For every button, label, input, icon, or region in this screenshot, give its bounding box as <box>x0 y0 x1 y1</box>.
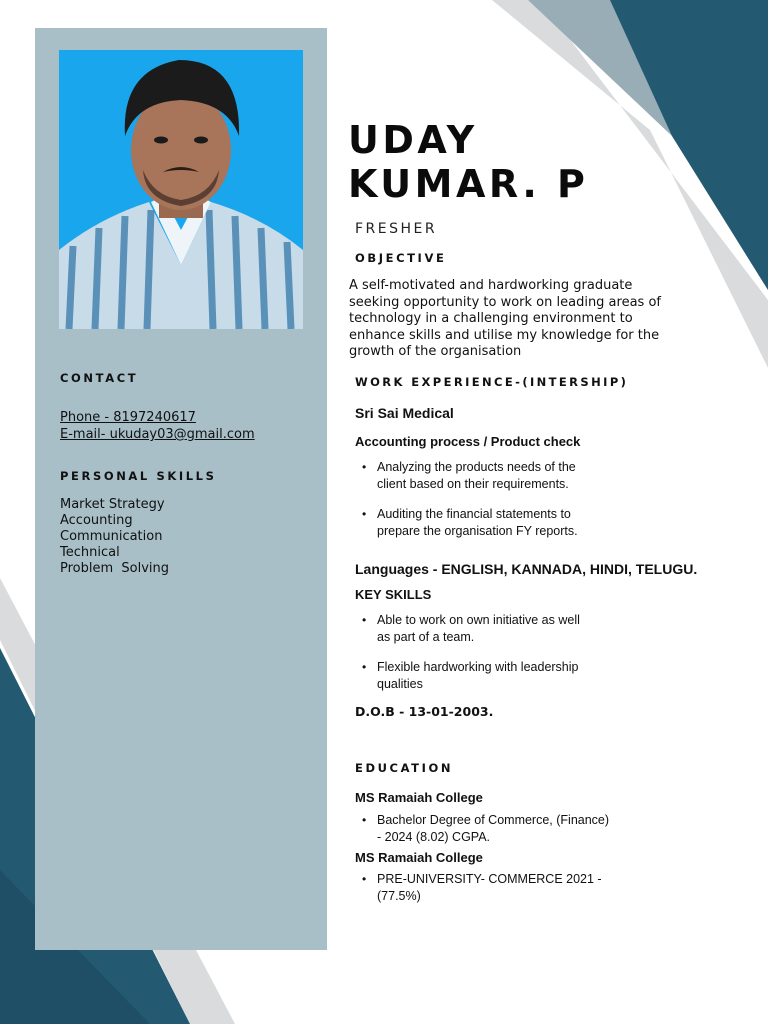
company-name: Sri Sai Medical <box>355 405 454 421</box>
college-name: MS Ramaiah College <box>355 850 483 865</box>
education-bullets <box>355 812 609 846</box>
email-link[interactable]: E-mail- ukuday03@gmail.com <box>60 427 255 442</box>
education-bullet: • Bachelor Degree of Commerce, (Finance) - 2024 (8.02) CGPA. <box>355 812 609 846</box>
skill-item: Market Strategy <box>60 497 165 512</box>
objective-line: technology in a challenging environment to <box>349 311 633 326</box>
phone-link[interactable]: Phone - 8197240617 <box>60 410 196 425</box>
name-line-1: UDAY <box>348 118 478 162</box>
candidate-name <box>348 118 588 206</box>
key-skills-heading: KEY SKILLS <box>355 587 432 602</box>
date-of-birth: D.O.B - 13-01-2003. <box>355 704 494 719</box>
objective-text <box>349 278 669 361</box>
personal-skills-heading: PERSONAL SKILLS <box>60 469 217 483</box>
education-bullet: • PRE-UNIVERSITY- COMMERCE 2021 - (77.5%) <box>355 871 602 905</box>
college-name: MS Ramaiah College <box>355 790 483 805</box>
skill-item: Communication <box>60 529 163 544</box>
objective-line: A self-motivated and hardworking graduate <box>349 278 633 293</box>
candidate-role: FRESHER <box>355 221 438 237</box>
education-bullets <box>355 871 602 905</box>
objective-line: growth of the organisation <box>349 344 522 359</box>
objective-heading: OBJECTIVE <box>355 251 447 265</box>
work-experience-heading: WORK EXPERIENCE-(INTERSHIP) <box>355 375 629 389</box>
key-skill-bullet: • Flexible hardworking with leadership qualities <box>355 659 580 693</box>
profile-photo <box>59 50 303 329</box>
education-heading: EDUCATION <box>355 761 454 775</box>
experience-bullet: • Auditing the financial statements to prepare the organisation FY reports. <box>355 506 578 540</box>
skill-item: Technical <box>60 545 120 560</box>
job-role: Accounting process / Product check <box>355 434 581 449</box>
key-skill-bullet: • Able to work on own initiative as well as part of a team. <box>355 612 580 646</box>
key-skills-bullets <box>355 612 580 693</box>
skill-item: Problem Solving <box>60 561 170 576</box>
top-right-teal-shape <box>610 0 768 290</box>
personal-skills-list <box>60 497 169 577</box>
contact-heading: CONTACT <box>60 371 139 385</box>
languages-line: Languages - ENGLISH, KANNADA, HINDI, TELUGU. <box>355 561 698 577</box>
name-line-2: KUMAR. P <box>348 162 589 206</box>
experience-bullets <box>355 459 578 540</box>
skill-item: Accounting <box>60 513 133 528</box>
experience-bullet: • Analyzing the products needs of the client based on their requirements. <box>355 459 578 493</box>
objective-line: enhance skills and utilise my knowledge for the <box>349 327 660 343</box>
objective-line: seeking opportunity to work on leading areas of <box>349 294 661 310</box>
